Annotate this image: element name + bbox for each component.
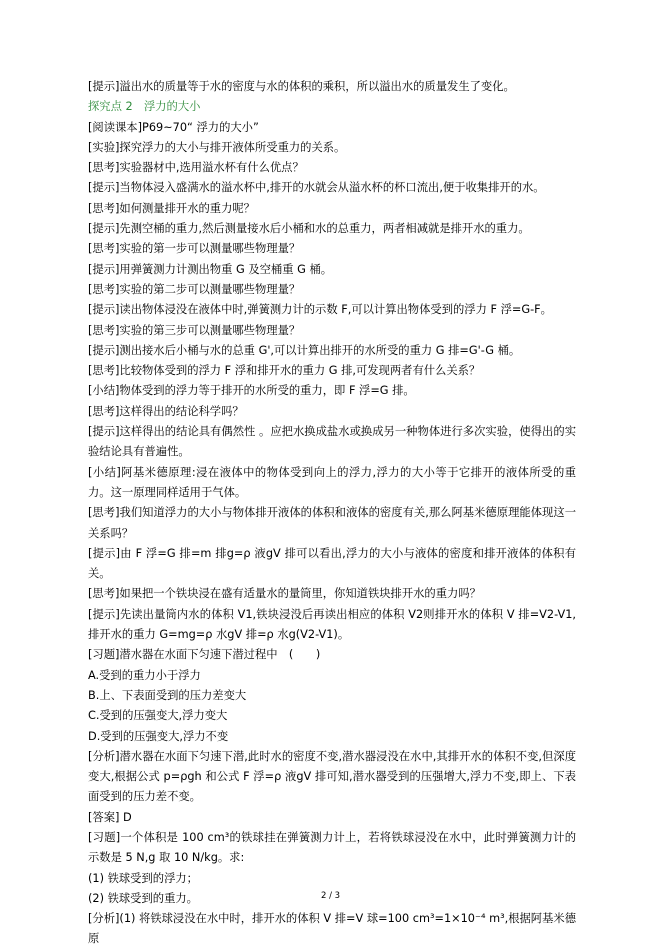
sub-question-1: (1) 铁球受到的浮力； [88,871,198,885]
text-line: [实验]探究浮力的大小与排开液体所受重力的关系。 [88,140,346,154]
section-heading: 探究点 2 浮力的大小 [88,100,201,114]
text-line: [提示]用弹簧测力计测出物重 G 及空桶重 G 桶。 [88,262,333,276]
text-line: [思考]我们知道浮力的大小与物体排开液体的体积和液体的密度有关,那么阿基米德原理能体现这一关系吗？ [88,506,576,540]
text-line: [思考]比较物体受到的浮力 F 浮和排开水的重力 G 排,可发现两者有什么关系？ [88,364,481,378]
text-line: [思考]实验器材中,选用溢水杯有什么优点？ [88,161,304,175]
text-line: [思考]实验的第二步可以测量哪些物理量？ [88,282,301,296]
text-line: [思考]这样得出的结论科学吗？ [88,404,244,418]
document-body [88,77,576,950]
option-b: B.上、下表面受到的压力差变大 [88,688,247,702]
answer-line: [答案] D [88,810,132,824]
text-line: [提示]测出接水后小桶与水的总重 G',可以计算出排开的水所受的重力 G 排=G'-G 桶。 [88,343,521,357]
text-line: [思考]实验的第一步可以测量哪些物理量？ [88,242,301,256]
text-line: [提示]先读出量筒内水的体积 V1,铁块浸没后再读出相应的体积 V2则排开水的体积 V 排=V2-V1,排开水的重力 G=mg=ρ 水gV 排=ρ 水g(V2-V1)。 [88,607,576,642]
text-line: [分析](1) 将铁球浸没在水中时，排开水的体积 V 排=V 球=100 cm³=1×10⁻⁴ m³,根据阿基米德原 [88,912,576,946]
text-line: [思考]如果把一个铁块浸在盛有适量水的量筒里，你知道铁块排开水的重力吗？ [88,587,481,601]
text-line: [提示]溢出水的质量等于水的密度与水的体积的乘积，所以溢出水的质量发生了变化。 [88,80,515,93]
text-line: [习题]潜水器在水面下匀速下潜过程中 ( ) [88,648,321,662]
sub-question-2: (2) 铁球受到的重力。 [88,891,198,905]
text-line: [习题]一个体积是 100 cm³的铁球挂在弹簧测力计上，若将铁球浸没在水中，此时弹簧测力计的示数是 5 N,g 取 10 N/kg。求: [88,830,576,865]
option-a: A.受到的重力小于浮力 [88,668,201,682]
text-line: [提示]这样得出的结论具有偶然性 。应把水换成盐水或换成另一种物体进行多次实验，使得出的实验结论具有普遍性。 [88,425,576,459]
text-line: [提示]先测空桶的重力,然后测量接水后小桶和水的总重力，两者相减就是排开水的重力。 [88,222,530,236]
text-line: [提示]读出物体浸没在液体中时,弹簧测力计的示数 F,可以计算出物体受到的浮力 F 浮=G-F。 [88,303,552,317]
text-line: [分析]潜水器在水面下匀速下潜,此时水的密度不变,潜水器浸没在水中,其排开水的体积不变,但深度变大,根据公式 p=ρgh 和公式 F 浮=ρ 液gV 排可知,潜水器受到的压强增大,浮力不变,即上、下表面受到的压力差不变。 [88,749,576,804]
text-line: [思考]如何测量排开水的重力呢？ [88,201,255,215]
text-line: [小结]阿基米德原理:浸在液体中的物体受到向上的浮力,浮力的大小等于它排开的液体所受的重力。这一原理同样适用于气体。 [88,465,576,499]
option-c: C.受到的压强变大,浮力变大 [88,709,228,723]
text-line: [阅读课本]P69~70“ 浮力的大小” [88,120,259,134]
text-line: [提示]当物体浸入盛满水的溢水杯中,排开的水就会从溢水杯的杯口流出,便于收集排开的水。 [88,181,545,195]
text-line: [思考]实验的第三步可以测量哪些物理量？ [88,323,301,337]
option-d: D.受到的压强变大,浮力不变 [88,729,229,743]
page-number: 2 / 3 [320,891,341,901]
text-line: [提示]由 F 浮=G 排=m 排g=ρ 液gV 排可以看出,浮力的大小与液体的密度和排开液体的体积有关。 [88,546,576,581]
text-line: [小结]物体受到的浮力等于排开的水所受的重力，即 F 浮=G 排。 [88,384,415,398]
